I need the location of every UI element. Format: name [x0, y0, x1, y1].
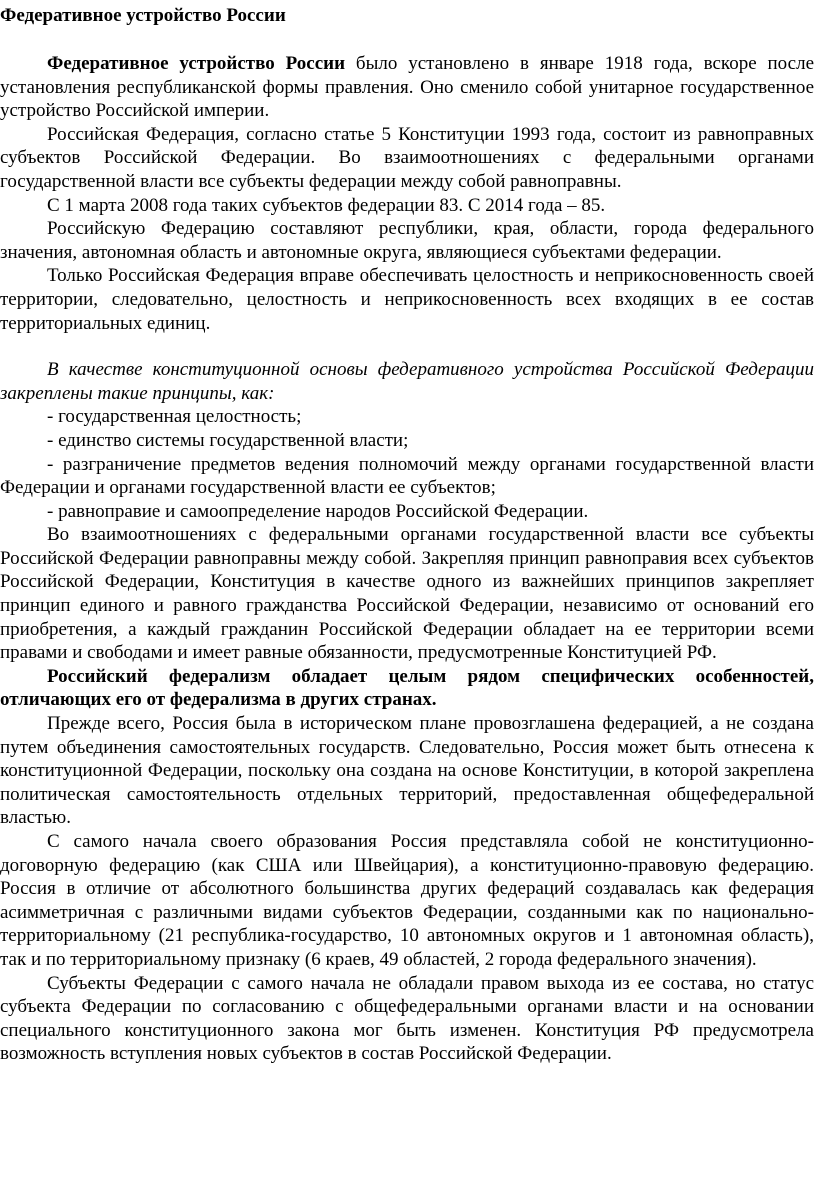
document-body [0, 52, 814, 1066]
paragraph-subject-count: С 1 марта 2008 года таких субъектов федерации 83. С 2014 года – 85. [47, 194, 606, 216]
document-title: Федеративное устройство России [0, 5, 286, 26]
paragraph-asymmetric-federation: С самого начала своего образования Россия представляла собой не конституционно-договорную федерацию (как США или Швейцария), а конституционно-правовую федерацию. Россия в отличие от абсолютного большинства других федераций создавалась как федерация асимметричная с различными видами субъектов Федерации, созданными как по национально-территориальному (21 республика-государство, 10 автономных округов и 1 автономная область), так и по территориальному признаку (6 краев, 49 областей, 2 города федерального значения). [0, 831, 814, 970]
paragraph-federation-composition: Российскую Федерацию составляют республики, края, области, города федерального значения, автономная область и автономные округа, являющиеся субъектами федерации. [0, 218, 814, 263]
paragraph-constitution-article-5: Российская Федерация, согласно статье 5 Конституции 1993 года, состоит из равноправных субъектов Российской Федерации. Во взаимоотношениях с федеральными органами государственной власти все субъекты федерации между собой равноправны. [0, 123, 814, 192]
paragraph-subject-status: Субъекты Федерации с самого начала не обладали правом выхода из ее состава, но статус субъекта Федерации по согласованию с общефедеральными органами власти и на основании специального конституционного закона мог быть изменен. Конституция РФ предусмотрела возможность вступления новых субъектов в состав Российской Федерации. [0, 972, 814, 1065]
paragraph-intro [0, 52, 814, 123]
paragraph-principles-heading: В качестве конституционной основы федеративного устройства Российской Федерации закреплены такие принципы, как: [0, 359, 814, 404]
paragraph-constitutional-federation: Прежде всего, Россия была в историческом плане провозглашена федерацией, а не создана путем объединения самостоятельных государств. Следовательно, Россия может быть отнесена к конституционной Федерации, поскольку она создана на основе Конституции, в которой закреплена политическая самостоятельность отдельных территорий, предоставленная общефедеральной властью. [0, 713, 814, 829]
paragraph-federalism-features-heading: Российский федерализм обладает целым рядом специфических особенностей, отличающих его от федерализма в других странах. [0, 665, 814, 711]
intro-text: было установлено в январе 1918 года, вскоре после установления республиканской формы правления. Оно сменило собой унитарное государственное устройство Российской империи. [0, 53, 815, 122]
list-item-principle: - государственная целостность; [47, 406, 302, 428]
paragraph-territorial-integrity: Только Российская Федерация вправе обеспечивать целостность и неприкосновенность своей территории, следовательно, целостность и неприкосновенность всех входящих в ее состав территориальных единиц. [0, 265, 814, 334]
list-item-principle: - равноправие и самоопределение народов Российской Федерации. [47, 500, 589, 522]
intro-bold-lead: Федеративное устройство России [47, 53, 346, 74]
list-item-principle: - единство системы государственной власти; [47, 429, 409, 451]
list-item-principle: - разграничение предметов ведения полномочий между органами государственной власти Федерации и органами государственной власти ее субъектов; [0, 453, 814, 499]
paragraph-equality-citizenship: Во взаимоотношениях с федеральными органами государственной власти все субъекты Российской Федерации равноправны между собой. Закрепляя принцип равноправия всех субъектов Российской Федерации, Конституция в качестве одного из важнейших принципов закрепляет принцип единого и равного гражданства Российской Федерации, независимо от оснований его приобретения, а каждый гражданин Российской Федерации обладает на ее территории всеми правами и свободами и имеет равные обязанности, предусмотренные Конституцией РФ. [0, 524, 814, 664]
